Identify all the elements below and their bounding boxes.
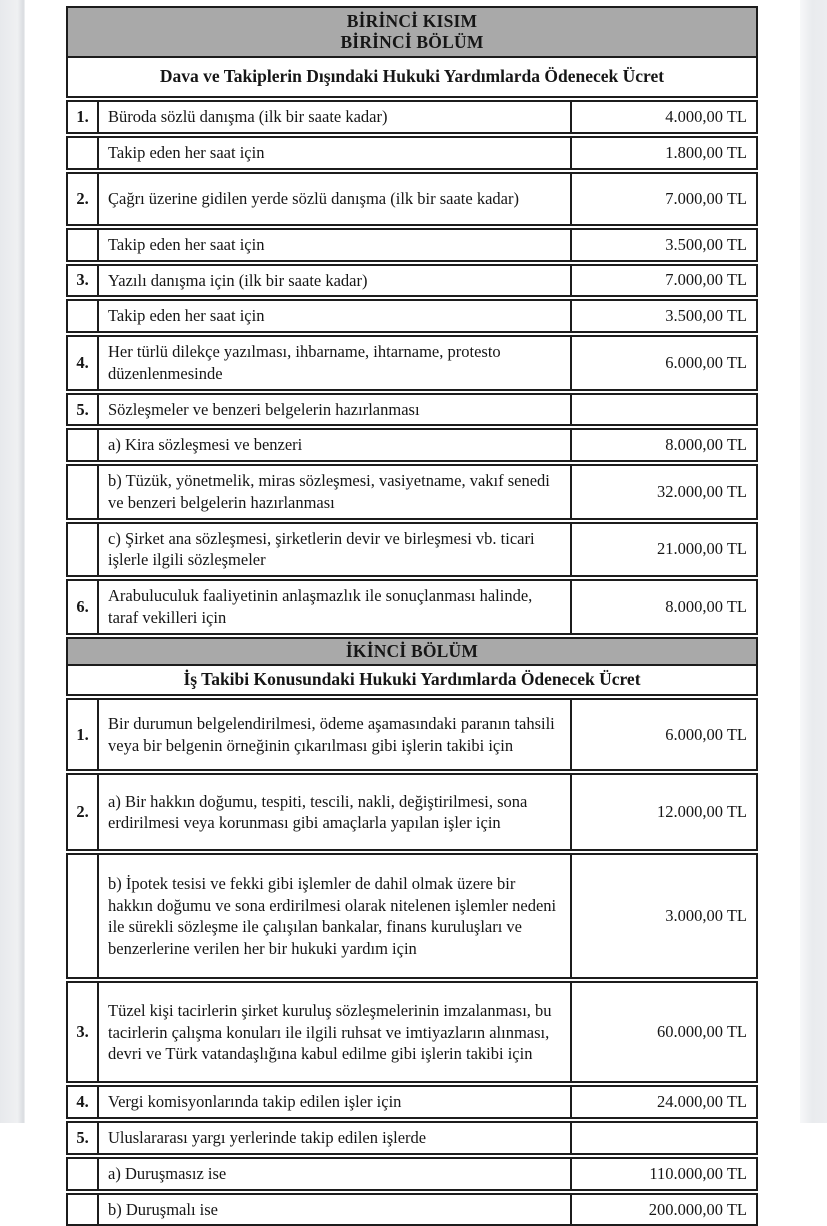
table-row	[66, 299, 758, 333]
table-row	[66, 698, 758, 771]
table-row	[66, 428, 758, 462]
section-1-header	[66, 6, 758, 98]
row-number-cell	[68, 430, 99, 460]
row-price-cell: 8.000,00 TL	[570, 581, 756, 633]
row-description-cell: Sözleşmeler ve benzeri belgelerin hazırlanması	[108, 399, 420, 419]
table-row	[66, 773, 758, 851]
part-title: BİRİNCİ KISIM	[346, 11, 478, 31]
table-row	[66, 264, 758, 298]
row-price-cell: 24.000,00 TL	[570, 1087, 756, 1117]
row-number-cell	[68, 524, 99, 576]
table-row	[66, 1193, 758, 1226]
row-description-cell: c) Şirket ana sözleşmesi, şirketlerin devir ve birleşmesi vb. ticari işlerle ilgili sözleşmeler	[108, 528, 535, 570]
row-price-cell: 6.000,00 TL	[570, 700, 756, 769]
row-description-cell: Yazılı danışma için (ilk bir saate kadar)	[108, 270, 368, 290]
section-2-gray-bar	[68, 639, 756, 665]
row-price-cell: 8.000,00 TL	[570, 430, 756, 460]
section-1-gray-bar	[68, 8, 756, 56]
row-price-cell: 7.000,00 TL	[570, 266, 756, 296]
section-2-header	[66, 637, 758, 697]
table-row	[66, 172, 758, 226]
row-description-cell: Arabuluculuk faaliyetinin anlaşmazlık ile sonuçlanması halinde, taraf vekilleri için	[108, 586, 533, 627]
scan-edge-left	[0, 0, 25, 1123]
row-description-cell: Vergi komisyonlarında takip edilen işler için	[108, 1092, 402, 1112]
row-number-cell: 2.	[68, 174, 99, 224]
row-price-cell: 21.000,00 TL	[570, 524, 756, 576]
row-description-cell: b) İpotek tesisi ve fekki gibi işlemler de dahil olmak üzere bir hakkın doğumu ve sona erdirilmesi olarak nitelenen işlemler nedeni ile sürekli sözleşme ile çalışılan bankalar, finans kuruluşları ve benzerlerine verilen her bir hukuki yardım için	[108, 873, 557, 959]
row-description-cell: a) Bir hakkın doğumu, tespiti, tescili, nakli, değiştirilmesi, sona erdirilmesi veya korunması gibi amaçlarla yapılan işler için	[108, 791, 528, 833]
row-price-cell	[570, 395, 756, 425]
row-number-cell	[68, 230, 99, 260]
section-1-subtitle: Dava ve Takiplerin Dışındaki Hukuki Yardımlarda Ödenecek Ücret	[68, 56, 756, 96]
row-number-cell: 6.	[68, 581, 99, 633]
row-number-cell: 2.	[68, 775, 99, 849]
row-description-cell: a) Kira sözleşmesi ve benzeri	[108, 435, 303, 455]
row-number-cell: 4.	[68, 1087, 99, 1117]
row-price-cell	[570, 1123, 756, 1153]
table-row	[66, 853, 758, 979]
row-number-cell: 5.	[68, 395, 99, 425]
row-number-cell: 4.	[68, 337, 99, 389]
row-description-cell: Takip eden her saat için	[108, 234, 265, 254]
row-description-cell: Bir durumun belgelendirilmesi, ödeme aşamasındaki paranın tahsili veya bir belgenin örneğinin çıkarılması gibi işlerin takibi için	[108, 714, 555, 755]
row-price-cell: 7.000,00 TL	[570, 174, 756, 224]
scan-edge-right	[800, 0, 827, 1123]
row-price-cell: 32.000,00 TL	[570, 466, 756, 518]
row-number-cell: 3.	[68, 266, 99, 296]
row-description-cell: b) Tüzük, yönetmelik, miras sözleşmesi, vasiyetname, vakıf senedi ve benzeri belgelerin hazırlanması	[108, 471, 550, 512]
row-description-cell: Uluslararası yargı yerlerinde takip edilen işlerde	[108, 1128, 427, 1148]
row-number-cell	[68, 855, 99, 977]
row-price-cell: 3.000,00 TL	[570, 855, 756, 977]
row-number-cell	[68, 1159, 99, 1189]
row-description-cell: Takip eden her saat için	[108, 143, 265, 163]
row-description-cell: Her türlü dilekçe yazılması, ihbarname, ihtarname, protesto düzenlenmesinde	[108, 342, 501, 383]
fee-schedule-document	[66, 6, 758, 1226]
row-price-cell: 60.000,00 TL	[570, 983, 756, 1081]
row-number-cell	[68, 1195, 99, 1225]
chapter-title: BİRİNCİ BÖLÜM	[340, 31, 484, 52]
row-description-cell: Çağrı üzerine gidilen yerde sözlü danışma (ilk bir saate kadar)	[108, 188, 519, 208]
row-price-cell: 110.000,00 TL	[570, 1159, 756, 1189]
table-row	[66, 136, 758, 170]
row-description-cell: Büroda sözlü danışma (ilk bir saate kadar)	[108, 107, 388, 127]
row-price-cell: 3.500,00 TL	[570, 301, 756, 331]
row-number-cell: 3.	[68, 983, 99, 1081]
table-row	[66, 522, 758, 578]
row-price-cell: 1.800,00 TL	[570, 138, 756, 168]
row-price-cell: 200.000,00 TL	[570, 1195, 756, 1225]
row-number-cell	[68, 466, 99, 518]
row-price-cell: 12.000,00 TL	[570, 775, 756, 849]
row-price-cell: 3.500,00 TL	[570, 230, 756, 260]
table-row	[66, 228, 758, 262]
table-row	[66, 335, 758, 391]
row-number-cell	[68, 138, 99, 168]
row-description-cell: Tüzel kişi tacirlerin şirket kuruluş sözleşmelerinin imzalanması, bu tacirlerin çalışma konuları ile ilgili ruhsat ve imtiyazların alınması, devri ve Türk vatandaşlığına kabul edilme gibi işlerin takibi için	[108, 1000, 552, 1064]
row-price-cell: 6.000,00 TL	[570, 337, 756, 389]
table-row	[66, 579, 758, 635]
row-price-cell: 4.000,00 TL	[570, 102, 756, 132]
table-row	[66, 100, 758, 134]
row-number-cell: 1.	[68, 700, 99, 769]
table-row	[66, 981, 758, 1083]
row-number-cell: 1.	[68, 102, 99, 132]
row-description-cell: a) Duruşmasız ise	[108, 1163, 227, 1183]
row-number-cell	[68, 301, 99, 331]
table-row	[66, 393, 758, 427]
section-2-subtitle: İş Takibi Konusundaki Hukuki Yardımlarda Ödenecek Ücret	[68, 664, 756, 694]
table-row	[66, 464, 758, 520]
table-row	[66, 1157, 758, 1191]
row-description-cell: Takip eden her saat için	[108, 306, 265, 326]
row-number-cell: 5.	[68, 1123, 99, 1153]
table-row	[66, 1085, 758, 1119]
row-description-cell: b) Duruşmalı ise	[108, 1199, 218, 1219]
chapter-title: İKİNCİ BÖLÜM	[345, 640, 479, 661]
table-row	[66, 1121, 758, 1155]
